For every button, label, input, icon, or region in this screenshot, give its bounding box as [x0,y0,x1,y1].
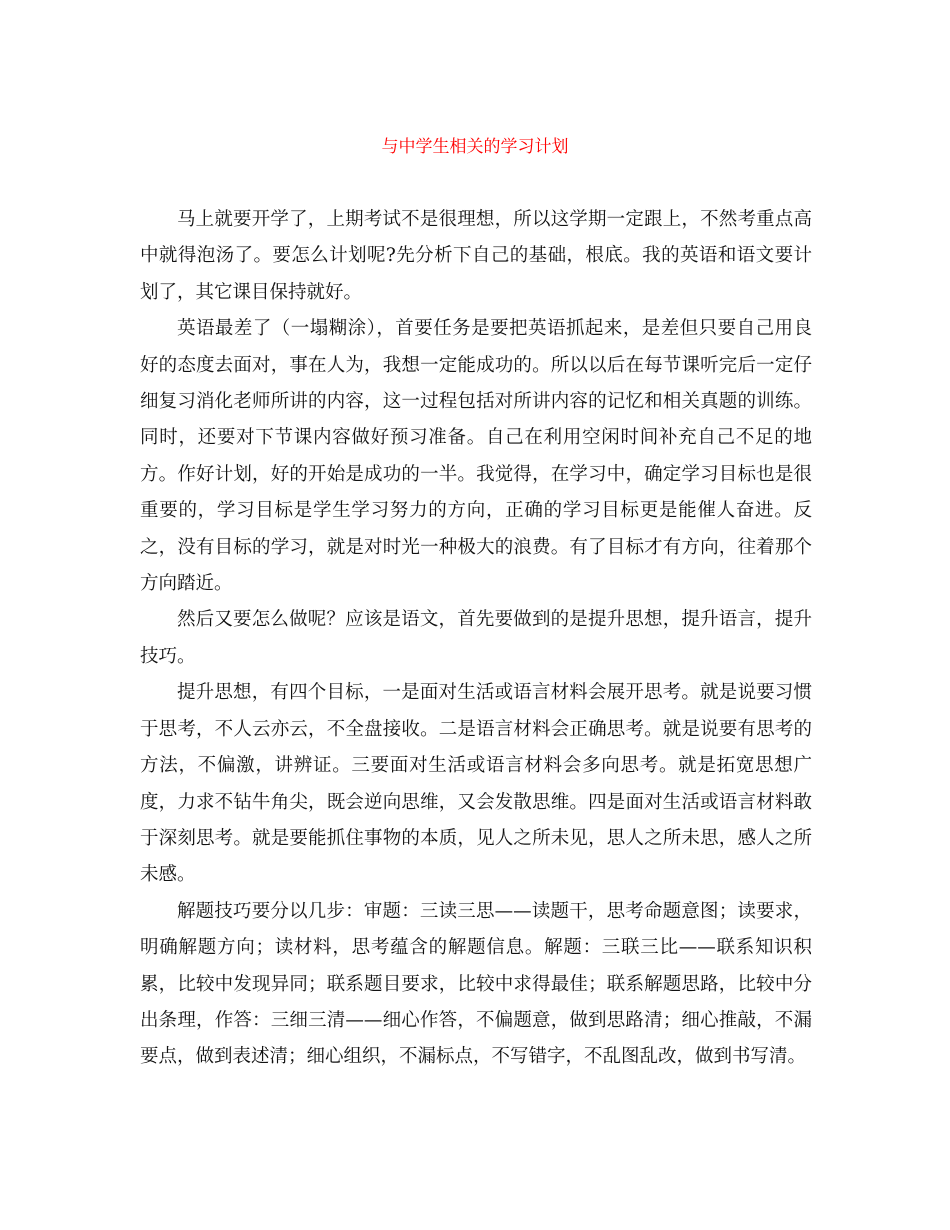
paragraph: 解题技巧要分以几步：审题：三读三思——读题干，思考命题意图；读要求，明确解题方向；读材料，思考蕴含的解题信息。解题：三联三比——联系知识积累，比较中发现异同；联系题目要求，比较中求得最佳；联系解题思路，比较中分出条理，作答：三细三清——细心作答，不偏题意，做到思路清；细心推敲，不漏要点，做到表述清；细心组织，不漏标点，不写错字，不乱图乱改，做到书写清。 [140,900,812,1068]
paragraph: 然后又要怎么做呢？应该是语文，首先要做到的是提升思想，提升语言，提升技巧。 [140,609,812,667]
paragraph: 英语最差了（一塌糊涂），首要任务是要把英语抓起来，是差但只要自己用良好的态度去面对，事在人为，我想一定能成功的。所以以后在每节课听完后一定仔细复习消化老师所讲的内容，这一过程包括对所讲内容的记忆和相关真题的训练。同时，还要对下节课内容做好预习准备。自己在利用空闲时间补充自己不足的地方。作好计划，好的开始是成功的一半。我觉得，在学习中，确定学习目标也是很重要的，学习目标是学生学习努力的方向，正确的学习目标更是能催人奋进。反之，没有目标的学习，就是对时光一种极大的浪费。有了目标才有方向，往着那个方向踏近。 [140,318,812,595]
paragraph: 提升思想，有四个目标，一是面对生活或语言材料会展开思考。就是说要习惯于思考，不人云亦云，不全盘接收。二是语言材料会正确思考。就是说要有思考的方法，不偏激，讲辨证。三要面对生活或语言材料会多向思考。就是拓宽思想广度，力求不钻牛角尖，既会逆向思维，又会发散思维。四是面对生活或语言材料敢于深刻思考。就是要能抓住事物的本质，见人之所未见，思人之所未思，感人之所未感。 [140,682,812,886]
document-body [140,202,812,1076]
paragraph: 马上就要开学了，上期考试不是很理想，所以这学期一定跟上，不然考重点高中就得泡汤了。要怎么计划呢?先分析下自己的基础，根底。我的英语和语文要计划了，其它课目保持就好。 [140,209,812,303]
document-title: 与中学生相关的学习计划 [381,137,569,157]
